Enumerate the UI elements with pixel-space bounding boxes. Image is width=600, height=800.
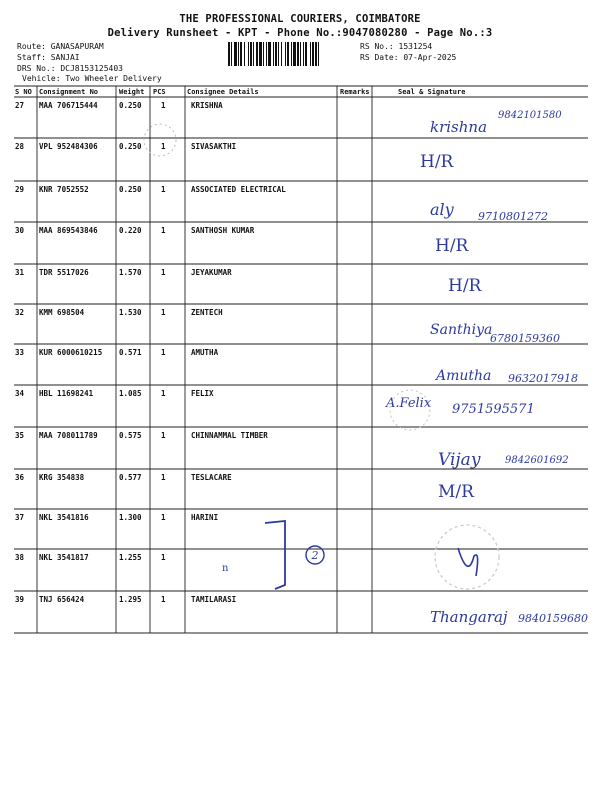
drs-number: DRS No.: DCJ8153125403 <box>17 64 123 73</box>
cell-consignee: TAMILARASI <box>191 595 237 604</box>
cell-sno: 37 <box>15 513 25 522</box>
note-r30: H/R <box>435 236 469 256</box>
cell-consignee: KRISHNA <box>191 101 223 110</box>
cell-weight: 1.570 <box>119 268 142 277</box>
cell-consignment: KRG 354838 <box>39 473 85 482</box>
cell-consignee: JEYAKUMAR <box>191 268 232 277</box>
cell-consignee: TESLACARE <box>191 473 232 482</box>
cell-weight: 0.577 <box>119 473 142 482</box>
cell-pcs: 1 <box>161 595 166 604</box>
col-sno: S NO <box>15 88 32 96</box>
signature-r34: A.Felix <box>386 396 432 411</box>
cell-sno: 28 <box>15 142 25 151</box>
cell-weight: 0.571 <box>119 348 142 357</box>
cell-consignee: SIVASAKTHI <box>191 142 237 151</box>
cell-weight: 0.250 <box>119 101 142 110</box>
cell-consignment: KMM 698504 <box>39 308 85 317</box>
route-label: Route: GANASAPURAM <box>17 42 104 51</box>
cell-pcs: 1 <box>161 185 166 194</box>
pcs-correction-mark <box>255 515 335 595</box>
cell-weight: 0.575 <box>119 431 142 440</box>
note-r31: H/R <box>448 276 482 296</box>
signature-r29: aly <box>430 200 454 219</box>
phone-r32: 6780159360 <box>490 332 560 345</box>
signature-r32: Santhiya <box>430 322 493 338</box>
circled-pcs-number: 2 <box>311 549 319 562</box>
phone-r33: 9632017918 <box>508 372 578 385</box>
cell-consignee: FELIX <box>191 389 214 398</box>
note-r28: H/R <box>420 152 454 172</box>
cell-weight: 1.085 <box>119 389 142 398</box>
signature-r35: Vijay <box>438 450 481 470</box>
cell-pcs: 1 <box>161 553 166 562</box>
cell-weight: 0.250 <box>119 142 142 151</box>
cell-sno: 39 <box>15 595 25 604</box>
col-weight: Weight <box>119 88 145 96</box>
col-consignment-no: Consignment No <box>39 88 99 96</box>
cell-weight: 1.530 <box>119 308 142 317</box>
cell-consignment: MAA 708011789 <box>39 431 98 440</box>
rs-date: RS Date: 07-Apr-2025 <box>360 53 457 62</box>
cell-pcs: 1 <box>161 389 166 398</box>
document-title: THE PROFESSIONAL COURIERS, COIMBATORE <box>179 13 421 25</box>
signature-r27: krishna <box>430 118 488 136</box>
col-seal-signature: Seal & Signature <box>398 88 466 96</box>
cell-consignment: VPL 952484306 <box>39 142 98 151</box>
cell-sno: 27 <box>15 101 25 110</box>
cell-sno: 34 <box>15 389 25 398</box>
cell-sno: 32 <box>15 308 25 317</box>
cell-sno: 36 <box>15 473 25 482</box>
cell-weight: 0.220 <box>119 226 142 235</box>
cell-consignment: KUR 6000610215 <box>39 348 103 357</box>
col-pcs: PCS <box>153 88 166 96</box>
cell-consignment: KNR 7052552 <box>39 185 89 194</box>
phone-r39: 9840159680 <box>518 612 588 625</box>
cell-sno: 38 <box>15 553 25 562</box>
phone-r27: 9842101580 <box>498 110 562 121</box>
cell-pcs: 1 <box>161 268 166 277</box>
cell-sno: 33 <box>15 348 25 357</box>
stamp-impression <box>430 520 505 595</box>
vehicle-label: Vehicle: Two Wheeler Delivery <box>22 74 162 83</box>
cell-pcs: 1 <box>161 101 166 110</box>
cell-weight: 0.250 <box>119 185 142 194</box>
mark-r38: n <box>222 563 229 574</box>
cell-weight: 1.300 <box>119 513 142 522</box>
cell-consignee: CHINNAMMAL TIMBER <box>191 431 268 440</box>
cell-pcs: 1 <box>161 431 166 440</box>
cell-consignment: MAA 706715444 <box>39 101 98 110</box>
signature-r33: Amutha <box>436 368 492 384</box>
col-remarks: Remarks <box>340 88 370 96</box>
cell-consignment: TDR 5517026 <box>39 268 89 277</box>
cell-consignment: NKL 3541817 <box>39 553 89 562</box>
cell-consignment: MAA 869543846 <box>39 226 98 235</box>
phone-r29: 9710801272 <box>478 210 548 223</box>
cell-pcs: 1 <box>161 348 166 357</box>
staff-label: Staff: SANJAI <box>17 53 80 62</box>
cell-consignee: ASSOCIATED ELECTRICAL <box>191 185 286 194</box>
phone-r34: 9751595571 <box>452 402 535 417</box>
stamp-impression <box>140 120 180 160</box>
cell-consignee: ZENTECH <box>191 308 223 317</box>
cell-pcs: 1 <box>161 226 166 235</box>
cell-weight: 1.255 <box>119 553 142 562</box>
cell-consignment: HBL 11698241 <box>39 389 94 398</box>
stamp-impression <box>385 385 435 435</box>
cell-sno: 30 <box>15 226 25 235</box>
cell-pcs: 1 <box>161 473 166 482</box>
cell-sno: 35 <box>15 431 25 440</box>
col-consignee-details: Consignee Details <box>187 88 259 96</box>
cell-sno: 29 <box>15 185 25 194</box>
cell-pcs: 1 <box>161 513 166 522</box>
signature-r39: Thangaraj <box>430 608 508 626</box>
cell-weight: 1.295 <box>119 595 142 604</box>
runsheet-subtitle: Delivery Runsheet - KPT - Phone No.:9047080280 - Page No.:3 <box>107 27 493 39</box>
cell-sno: 31 <box>15 268 25 277</box>
cell-consignee: SANTHOSH KUMAR <box>191 226 255 235</box>
cell-pcs: 1 <box>161 142 166 151</box>
note-r36: M/R <box>438 482 474 502</box>
phone-r35: 9842601692 <box>505 455 569 466</box>
cell-consignment: TNJ 656424 <box>39 595 85 604</box>
cell-consignment: NKL 3541816 <box>39 513 89 522</box>
cell-consignee: AMUTHA <box>191 348 219 357</box>
cell-consignee: HARINI <box>191 513 219 522</box>
cell-pcs: 1 <box>161 308 166 317</box>
rs-number: RS No.: 1531254 <box>360 42 433 51</box>
